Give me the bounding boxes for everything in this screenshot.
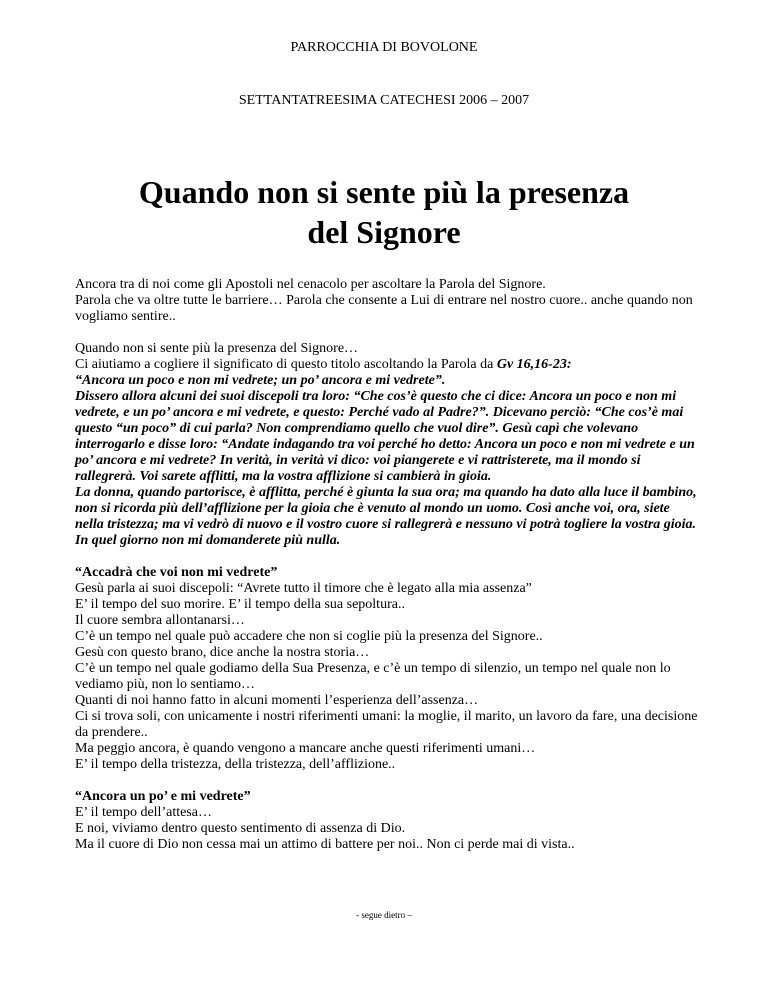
reading-lead-1: Quando non si sente più la presenza del Signore… — [75, 341, 359, 356]
scripture-verse-3: La donna, quando partorisce, è afflitta, perché è giunta la sua ora; ma quando ha dato alla luce il bambino, non si ricorda più dell’afflizione per la gioia che è venuto al mondo un uomo. Così anche voi, ora, siete nella tristezza; ma vi vedrò di nuovo e il vostro cuore si rallegrerà e nessuno vi potrà togliere la vostra gioia. In quel giorno non mi domanderete più nulla. — [75, 485, 697, 548]
section1-line: Ci si trova soli, con unicamente i nostri riferimenti umani: la moglie, il marito, un lavoro da fare, una decisione da prendere.. — [75, 709, 698, 740]
spacer — [75, 773, 700, 789]
section1-line: E’ il tempo del suo morire. E’ il tempo della sua sepoltura.. — [75, 597, 405, 612]
spacer — [75, 325, 700, 341]
section2-heading: “Ancora un po’ e mi vedrete” — [75, 789, 251, 804]
section1-line: C’è un tempo nel quale può accadere che non si coglie più la presenza del Signore.. — [75, 629, 543, 644]
scripture-reference: Gv 16,16-23: — [496, 357, 572, 372]
catechesis-header: SETTANTATREESIMA CATECHESI 2006 – 2007 — [238, 93, 530, 108]
section1-line: C’è un tempo nel quale godiamo della Sua Presenza, e c’è un tempo di silenzio, un tempo nel quale non lo vediamo più, non lo sentiamo… — [75, 661, 671, 692]
reading-lead-2-text: Ci aiutiamo a cogliere il significato di questo titolo ascoltando la Parola da — [75, 357, 497, 372]
section2-line: E noi, viviamo dentro questo sentimento di assenza di Dio. — [75, 821, 406, 836]
title-line-1: Quando non si sente più la presenza — [138, 174, 630, 210]
section1-line: Gesù con questo brano, dice anche la nostra storia… — [75, 645, 370, 660]
title-line-2: del Signore — [307, 214, 461, 250]
intro-line-1: Ancora tra di noi come gli Apostoli nel cenacolo per ascoltare la Parola del Signore. — [75, 277, 546, 292]
spacer — [75, 549, 700, 565]
scripture-verse-2: Dissero allora alcuni dei suoi discepoli tra loro: “Che cos’è questo che ci dice: Ancora un poco e non mi vedrete, e un po’ ancora e mi vedrete, e questo: Perché vado al Padre?”. Dicevano perciò: “Che cos’è mai questo “un poco” di cui parla? Non comprendiamo quello che vuol dire”. Gesù capì che volevano interrogarlo e disse loro: “Andate indagando tra voi perché ho detto: Ancora un poco e non mi vedrete e un po’ ancora e mi vedrete? In verità, in verità vi dico: voi piangerete e vi rattristerete, ma il mondo si rallegrerà. Voi sarete afflitti, ma la vostra afflizione si cambierà in gioia. — [75, 389, 695, 484]
reading-lead-2 — [75, 357, 700, 373]
section1-line: Ma peggio ancora, è quando vengono a mancare anche questi riferimenti umani… — [75, 741, 536, 756]
parish-header: PARROCCHIA DI BOVOLONE — [290, 40, 478, 55]
section2-line: Ma il cuore di Dio non cessa mai un attimo di battere per noi.. Non ci perde mai di vista.. — [75, 837, 575, 852]
section2-line: E’ il tempo dell’attesa… — [75, 805, 212, 820]
section1-line: Gesù parla ai suoi discepoli: “Avrete tutto il timore che è legato alla mia assenza” — [75, 581, 532, 596]
page-footer: - segue dietro – — [356, 910, 412, 920]
page-title — [0, 172, 768, 252]
document-body — [75, 277, 700, 853]
section1-line: Quanti di noi hanno fatto in alcuni momenti l’esperienza dell’assenza… — [75, 693, 479, 708]
intro-line-2: Parola che va oltre tutte le barriere… Parola che consente a Lui di entrare nel nostro cuore.. anche quando non vogliamo sentire.. — [75, 293, 693, 324]
section1-line: Il cuore sembra allontanarsi… — [75, 613, 245, 628]
section1-heading: “Accadrà che voi non mi vedrete” — [75, 565, 278, 580]
section1-line: E’ il tempo della tristezza, della tristezza, dell’afflizione.. — [75, 757, 396, 772]
scripture-verse-1: “Ancora un poco e non mi vedrete; un po’ ancora e mi vedrete”. — [75, 373, 446, 388]
